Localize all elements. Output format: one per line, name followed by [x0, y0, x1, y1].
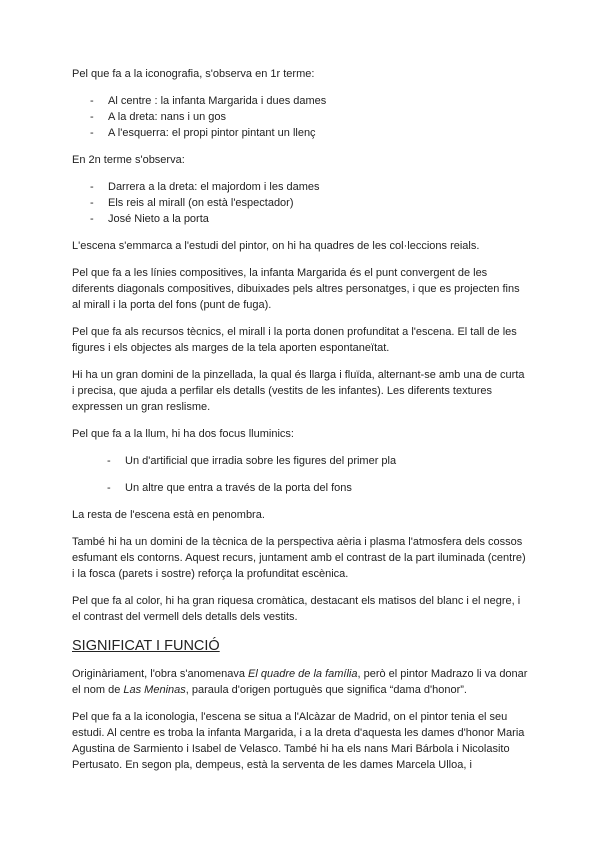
paragraph-recursos-tecnics: Pel que fa als recursos tècnics, el mirall i la porta donen profunditat a l'escena. El tall de les figures i els objectes als marges de la tela aporten espontaneïtat.	[72, 326, 517, 354]
list-item: - José Nieto a la porta	[72, 211, 528, 227]
list-primer-terme	[72, 93, 528, 141]
paragraph-color: Pel que fa al color, hi ha gran riquesa cromàtica, destacant els matisos del blanc i el negre, i el contrast del vermell dels detalls dels vestits.	[72, 595, 521, 623]
paragraph-segon-terme-intro: En 2n terme s'observa:	[72, 154, 185, 166]
list-item: - Darrera a la dreta: el majordom i les dames	[72, 179, 528, 195]
section-heading: SIGNIFICAT I FUNCIÓ	[72, 638, 220, 654]
paragraph-iconografia-intro: Pel que fa a la iconografia, s'observa en 1r terme:	[72, 68, 315, 80]
paragraph-iconologia: Pel que fa a la iconologia, l'escena se situa a l'Alcàzar de Madrid, on el pintor tenia el seu estudi. Al centre es troba la infanta Margarida, i a la dreta d'aquesta les dames d'honor Maria Agustina de Sarmiento i Isabel de Velasco. També hi ha els nans Mari Bárbola i Nicolasito Pertusato. En segon pla, dempeus, està la serventa de les dames Marcela Ulloa, i	[72, 711, 525, 771]
list-item: - Un altre que entra a través de la porta del fons	[72, 480, 528, 496]
list-item: - A la dreta: nans i un gos	[72, 109, 528, 125]
text-run: , paraula d'origen portuguès que significa “dama d'honor”.	[185, 684, 467, 696]
paragraph-origen-nom	[72, 666, 528, 698]
paragraph-linies-compositives: Pel que fa a les línies compositives, la infanta Margarida és el punt convergent de les diferents diagonals compositives, dibuixades pels altres personatges, i que es projecten fins al mirall i la porta del fons (punt de fuga).	[72, 267, 520, 311]
list-segon-terme	[72, 179, 528, 227]
paragraph-pinzellada: Hi ha un gran domini de la pinzellada, la qual és llarga i fluïda, alternant-se amb una de curta i precisa, que ajuda a perfilar els detalls (vestits de les infantes). Les diferents textures expressen un gran reslisme.	[72, 369, 525, 413]
artwork-title: Las Meninas	[123, 684, 186, 696]
list-item: - A l'esquerra: el propi pintor pintant un llenç	[72, 125, 528, 141]
paragraph-perspectiva: També hi ha un domini de la tècnica de la perspectiva aèria i plasma l'atmosfera dels cossos esfumant els contorns. Aquest recurs, juntament amb el contrast de la part iluminada (centre) i la fosca (parets i sostre) reforça la profunditat escènica.	[72, 536, 526, 580]
paragraph-llum-intro: Pel que fa a la llum, hi ha dos focus lluminics:	[72, 428, 294, 440]
text-run: Originàriament, l'obra s'anomenava	[72, 668, 249, 680]
list-item: - Un d'artificial que irradia sobre les figures del primer pla	[72, 453, 528, 469]
list-item: - Al centre : la infanta Margarida i dues dames	[72, 93, 528, 109]
paragraph-escena: L'escena s'emmarca a l'estudi del pintor, on hi ha quadres de les col·leccions reials.	[72, 240, 480, 252]
list-item: - Els reis al mirall (on està l'espectador)	[72, 195, 528, 211]
artwork-title: El quadre de la família	[248, 668, 358, 680]
paragraph-penombra: La resta de l'escena està en penombra.	[72, 509, 265, 521]
text-run: , però el pintor Madrazo li va donar el nom de	[72, 668, 528, 696]
list-focus-lluminics	[72, 453, 528, 496]
